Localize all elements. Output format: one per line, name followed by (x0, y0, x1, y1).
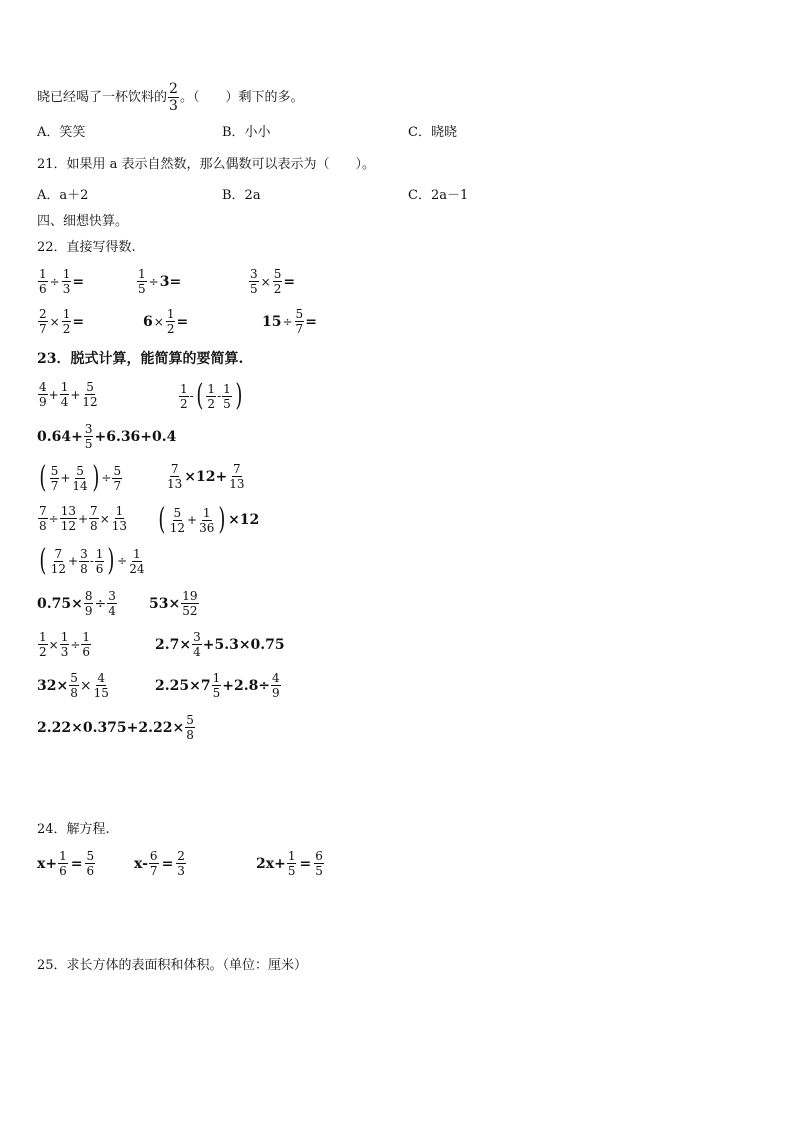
fraction-numerator: 5 (273, 267, 282, 281)
fraction-denominator: 8 (70, 686, 78, 700)
math-token: = (283, 273, 296, 290)
math-token: 0.64+ (37, 428, 83, 445)
q23-expr-6 (37, 505, 129, 532)
math-token: = (176, 313, 189, 330)
math-token: × (49, 314, 60, 329)
fraction-denominator: 52 (182, 604, 198, 618)
math-token: × (79, 677, 92, 694)
q22-item-3 (248, 268, 295, 295)
q20-frac-den: 3 (169, 98, 178, 114)
parenthesis: ) (218, 502, 226, 537)
q23-expr-8 (37, 543, 146, 578)
q22-item-1 (37, 268, 84, 295)
q20-frac-num: 2 (169, 81, 178, 97)
fraction (149, 850, 159, 877)
fraction-denominator: 13 (167, 477, 183, 491)
fraction-numerator: 1 (82, 630, 91, 644)
math-token: + (60, 471, 71, 485)
fraction-numerator: 3 (80, 546, 88, 561)
fraction-denominator: 7 (149, 864, 158, 878)
fraction (38, 268, 48, 295)
fraction-numerator: 1 (212, 671, 221, 685)
q20-stem-pre: 晓已经喝了一杯饮料的 (37, 89, 168, 105)
math-token: 2.22×0.375+2.22× (37, 719, 185, 736)
fraction-numerator: 5 (86, 380, 94, 394)
fraction-denominator: 5 (212, 686, 221, 700)
fraction-denominator: 7 (113, 478, 122, 493)
fraction-numerator: 1 (39, 630, 47, 644)
fraction-denominator: 13 (229, 477, 245, 491)
q23-expr-2 (178, 378, 244, 413)
fraction (62, 268, 72, 295)
math-token: ×12 (228, 512, 260, 528)
math-token: ÷ (101, 471, 112, 485)
fraction-numerator: 5 (295, 307, 304, 321)
q20-option-a: A．笑笑 (37, 125, 86, 140)
fraction-denominator: 12 (60, 519, 76, 533)
fraction (112, 465, 122, 492)
math-token: = (169, 273, 182, 290)
fraction (84, 590, 94, 617)
fraction-denominator: 2 (273, 282, 282, 296)
math-token: ÷ (48, 511, 59, 526)
fraction (176, 850, 186, 877)
math-token: - (217, 389, 222, 403)
fraction-denominator: 8 (80, 561, 88, 576)
math-token: = (70, 855, 83, 872)
q20-fraction (168, 82, 179, 113)
fraction-denominator: 3 (62, 282, 71, 296)
q22-item-5 (143, 308, 188, 335)
fraction-numerator: 5 (86, 849, 95, 863)
q24-equation-1 (37, 850, 96, 877)
fraction-denominator: 12 (50, 561, 66, 576)
math-token: 53× (149, 595, 181, 612)
math-token: 6 (143, 313, 153, 330)
math-token: ×12+ (184, 468, 228, 485)
math-token: +5.3×0.75 (202, 636, 285, 653)
section-4-heading: 四、细想快算。 (37, 214, 129, 229)
q23-expr-5 (165, 463, 247, 490)
math-token: 15 (262, 313, 282, 330)
fraction-numerator: 1 (207, 381, 216, 396)
fraction-denominator: 15 (93, 686, 109, 700)
fraction (181, 590, 198, 617)
q20-stem-post: 。（ ）剩下的多。 (179, 89, 304, 105)
fraction (271, 672, 281, 699)
fraction-numerator: 1 (287, 849, 296, 863)
fraction (50, 548, 67, 575)
fraction-denominator: 5 (138, 282, 146, 296)
fraction-denominator: 9 (84, 604, 93, 618)
parenthesis: ) (92, 460, 100, 495)
math-token: = (161, 855, 174, 872)
q20-stem (37, 82, 303, 113)
fraction (107, 590, 117, 617)
fraction-numerator: 7 (39, 504, 47, 518)
parenthesis: ) (107, 543, 115, 578)
q24-equation-2 (134, 850, 187, 877)
q22-title: 22．直接写得数. (37, 240, 136, 255)
math-token: ÷ (148, 274, 159, 289)
fraction-numerator: 4 (97, 671, 106, 685)
math-token: ÷ (117, 554, 128, 568)
fraction (38, 505, 48, 532)
fraction-denominator: 5 (315, 864, 323, 878)
fraction-numerator: 1 (95, 546, 104, 561)
math-token: + (77, 511, 89, 526)
math-token: = (299, 855, 312, 872)
fraction (81, 381, 98, 408)
fraction-numerator: 8 (84, 589, 93, 603)
fraction (89, 505, 99, 532)
fraction (249, 268, 259, 295)
math-token: +6.36+0.4 (94, 428, 177, 445)
fraction-numerator: 7 (90, 504, 98, 518)
fraction (185, 714, 195, 741)
fraction (95, 548, 105, 575)
math-token: × (260, 274, 271, 289)
fraction-numerator: 1 (133, 546, 141, 561)
fraction-denominator: 2 (166, 322, 175, 336)
fraction-numerator: 1 (60, 630, 69, 644)
q23-title: 23．脱式计算，能简算的要简算. (37, 351, 244, 367)
fraction-denominator: 2 (39, 645, 47, 659)
math-token: 2.25×7 (155, 677, 211, 694)
fraction (58, 850, 68, 877)
fraction (222, 383, 232, 410)
fraction-numerator: 5 (70, 671, 78, 685)
math-token: + (68, 554, 79, 568)
fraction-numerator: 19 (182, 589, 198, 603)
fraction (179, 383, 189, 410)
fraction-numerator: 1 (60, 380, 69, 394)
fraction-denominator: 24 (129, 561, 145, 576)
fraction (60, 381, 70, 408)
fraction-numerator: 13 (60, 504, 76, 518)
fraction (79, 548, 89, 575)
math-token: 2x+ (256, 855, 286, 872)
fraction-numerator: 1 (138, 267, 146, 281)
fraction-numerator: 3 (84, 422, 93, 436)
fraction (111, 505, 128, 532)
fraction-denominator: 13 (111, 519, 128, 533)
q24-equation-3 (256, 850, 325, 877)
fraction (166, 463, 183, 490)
q21-option-a: A．a＋2 (37, 188, 89, 203)
fraction-numerator: 1 (59, 849, 67, 863)
fraction (84, 423, 94, 450)
fraction-denominator: 7 (295, 322, 304, 336)
q23-expr-3 (37, 423, 176, 450)
math-token: = (72, 273, 85, 290)
fraction-denominator: 9 (272, 686, 280, 700)
fraction-numerator: 7 (170, 462, 179, 476)
fraction-numerator: 4 (39, 380, 47, 394)
fraction (198, 507, 215, 534)
fraction-denominator: 12 (82, 395, 98, 409)
math-token: ÷ (70, 637, 81, 652)
q23-expr-15 (37, 714, 196, 741)
fraction (71, 465, 88, 492)
fraction-denominator: 8 (90, 519, 98, 533)
fraction-numerator: 7 (54, 546, 63, 561)
q22-item-2 (136, 268, 181, 295)
math-token: 3 (159, 273, 170, 290)
q23-expr-13 (37, 672, 111, 699)
math-token: 0.75× (37, 595, 83, 612)
fraction (93, 672, 110, 699)
fraction-denominator: 5 (223, 396, 231, 411)
fraction-numerator: 3 (108, 589, 116, 603)
fraction (314, 850, 324, 877)
q25-title: 25．求长方体的表面积和体积。（单位：厘米） (37, 958, 308, 973)
math-token: - (89, 554, 94, 568)
fraction-numerator: 1 (115, 504, 124, 518)
fraction (228, 463, 245, 490)
math-token: × (153, 314, 164, 329)
fraction (169, 507, 186, 534)
fraction (206, 383, 216, 410)
fraction-numerator: 3 (193, 630, 201, 644)
q23-expr-12 (155, 631, 285, 658)
q20-option-c: C．晓晓 (408, 125, 457, 140)
fraction-denominator: 14 (72, 478, 88, 493)
math-token: = (305, 313, 317, 330)
q23-expr-7 (156, 502, 260, 537)
fraction-numerator: 5 (76, 463, 84, 478)
fraction-denominator: 6 (59, 864, 67, 878)
math-token: x- (134, 855, 148, 872)
fraction-denominator: 8 (39, 519, 47, 533)
q23-expr-4 (37, 460, 123, 495)
fraction (60, 505, 77, 532)
fraction-denominator: 6 (86, 864, 95, 878)
math-token: ÷ (282, 314, 293, 329)
fraction-numerator: 1 (180, 381, 188, 396)
fraction-numerator: 1 (62, 307, 71, 321)
q23-expr-14 (155, 672, 282, 699)
fraction-numerator: 3 (250, 267, 258, 281)
q23-expr-11 (37, 631, 92, 658)
fraction-denominator: 7 (39, 322, 47, 336)
fraction (85, 850, 95, 877)
fraction-denominator: 4 (60, 395, 69, 409)
fraction-numerator: 6 (149, 849, 158, 863)
q23-expr-9 (37, 590, 118, 617)
fraction-denominator: 8 (186, 728, 194, 742)
fraction-numerator: 5 (186, 713, 194, 727)
fraction-denominator: 4 (193, 645, 201, 659)
math-token: 2.7× (155, 636, 192, 653)
math-token: = (72, 313, 85, 330)
fraction-denominator: 6 (82, 645, 91, 659)
fraction-denominator: 36 (199, 520, 215, 535)
fraction-numerator: 4 (272, 671, 280, 685)
fraction-denominator: 7 (50, 478, 59, 493)
q22-item-4 (37, 308, 84, 335)
math-token: + (70, 387, 81, 402)
right-paren: ) (235, 378, 243, 413)
fraction-numerator: 2 (39, 307, 47, 321)
fraction (273, 268, 283, 295)
fraction-denominator: 5 (250, 282, 258, 296)
q23-expr-10 (149, 590, 200, 617)
fraction (192, 631, 202, 658)
left-paren: ( (196, 378, 204, 413)
q21-option-c: C．2a－1 (408, 188, 469, 203)
math-token: x+ (37, 855, 58, 872)
parenthesis: ( (39, 460, 47, 495)
q21-stem: 21．如果用 a 表示自然数，那么偶数可以表示为（ ）。 (37, 157, 376, 172)
fraction-denominator: 2 (207, 396, 216, 411)
fraction (295, 308, 305, 335)
fraction-denominator: 4 (108, 604, 116, 618)
math-token: ÷ (49, 274, 60, 289)
math-token: ÷ (94, 595, 107, 612)
fraction (287, 850, 297, 877)
fraction (62, 308, 72, 335)
fraction-denominator: 6 (95, 561, 104, 576)
fraction-numerator: 6 (315, 849, 323, 863)
fraction-denominator: 5 (84, 437, 93, 451)
q24-title: 24．解方程. (37, 822, 110, 837)
fraction (38, 631, 48, 658)
fraction-numerator: 7 (233, 462, 241, 476)
fraction-numerator: 1 (166, 307, 175, 321)
q20-option-b: B．小小 (222, 125, 271, 140)
fraction (38, 308, 48, 335)
fraction-denominator: 6 (39, 282, 47, 296)
fraction (212, 672, 222, 699)
fraction-denominator: 9 (39, 395, 47, 409)
q23-expr-1 (37, 381, 100, 408)
fraction-numerator: 1 (39, 267, 47, 281)
fraction-numerator: 5 (113, 463, 122, 478)
fraction-numerator: 2 (177, 849, 185, 863)
fraction (38, 381, 48, 408)
fraction-denominator: 12 (169, 520, 185, 535)
fraction-numerator: 5 (50, 463, 59, 478)
math-token: - (189, 389, 194, 403)
math-token: + (187, 513, 198, 527)
math-token: + (48, 387, 59, 402)
fraction (69, 672, 79, 699)
fraction-numerator: 1 (202, 505, 211, 520)
parenthesis: ( (39, 543, 47, 578)
fraction-numerator: 1 (62, 267, 71, 281)
math-token: 32× (37, 677, 69, 694)
fraction-denominator: 3 (60, 645, 69, 659)
fraction (137, 268, 147, 295)
math-token: +2.8÷ (222, 677, 271, 694)
fraction (60, 631, 70, 658)
fraction (128, 548, 145, 575)
fraction-denominator: 2 (62, 322, 71, 336)
math-token: × (99, 511, 110, 526)
fraction-denominator: 5 (287, 864, 296, 878)
fraction-denominator: 2 (180, 396, 188, 411)
math-token: × (48, 637, 59, 652)
parenthesis: ( (158, 502, 166, 537)
q21-option-b: B．2a (222, 188, 261, 203)
fraction (50, 465, 60, 492)
fraction-numerator: 5 (173, 505, 182, 520)
fraction-numerator: 1 (223, 381, 231, 396)
fraction-denominator: 3 (177, 864, 185, 878)
fraction (166, 308, 176, 335)
q22-item-6 (262, 308, 317, 335)
fraction (81, 631, 91, 658)
